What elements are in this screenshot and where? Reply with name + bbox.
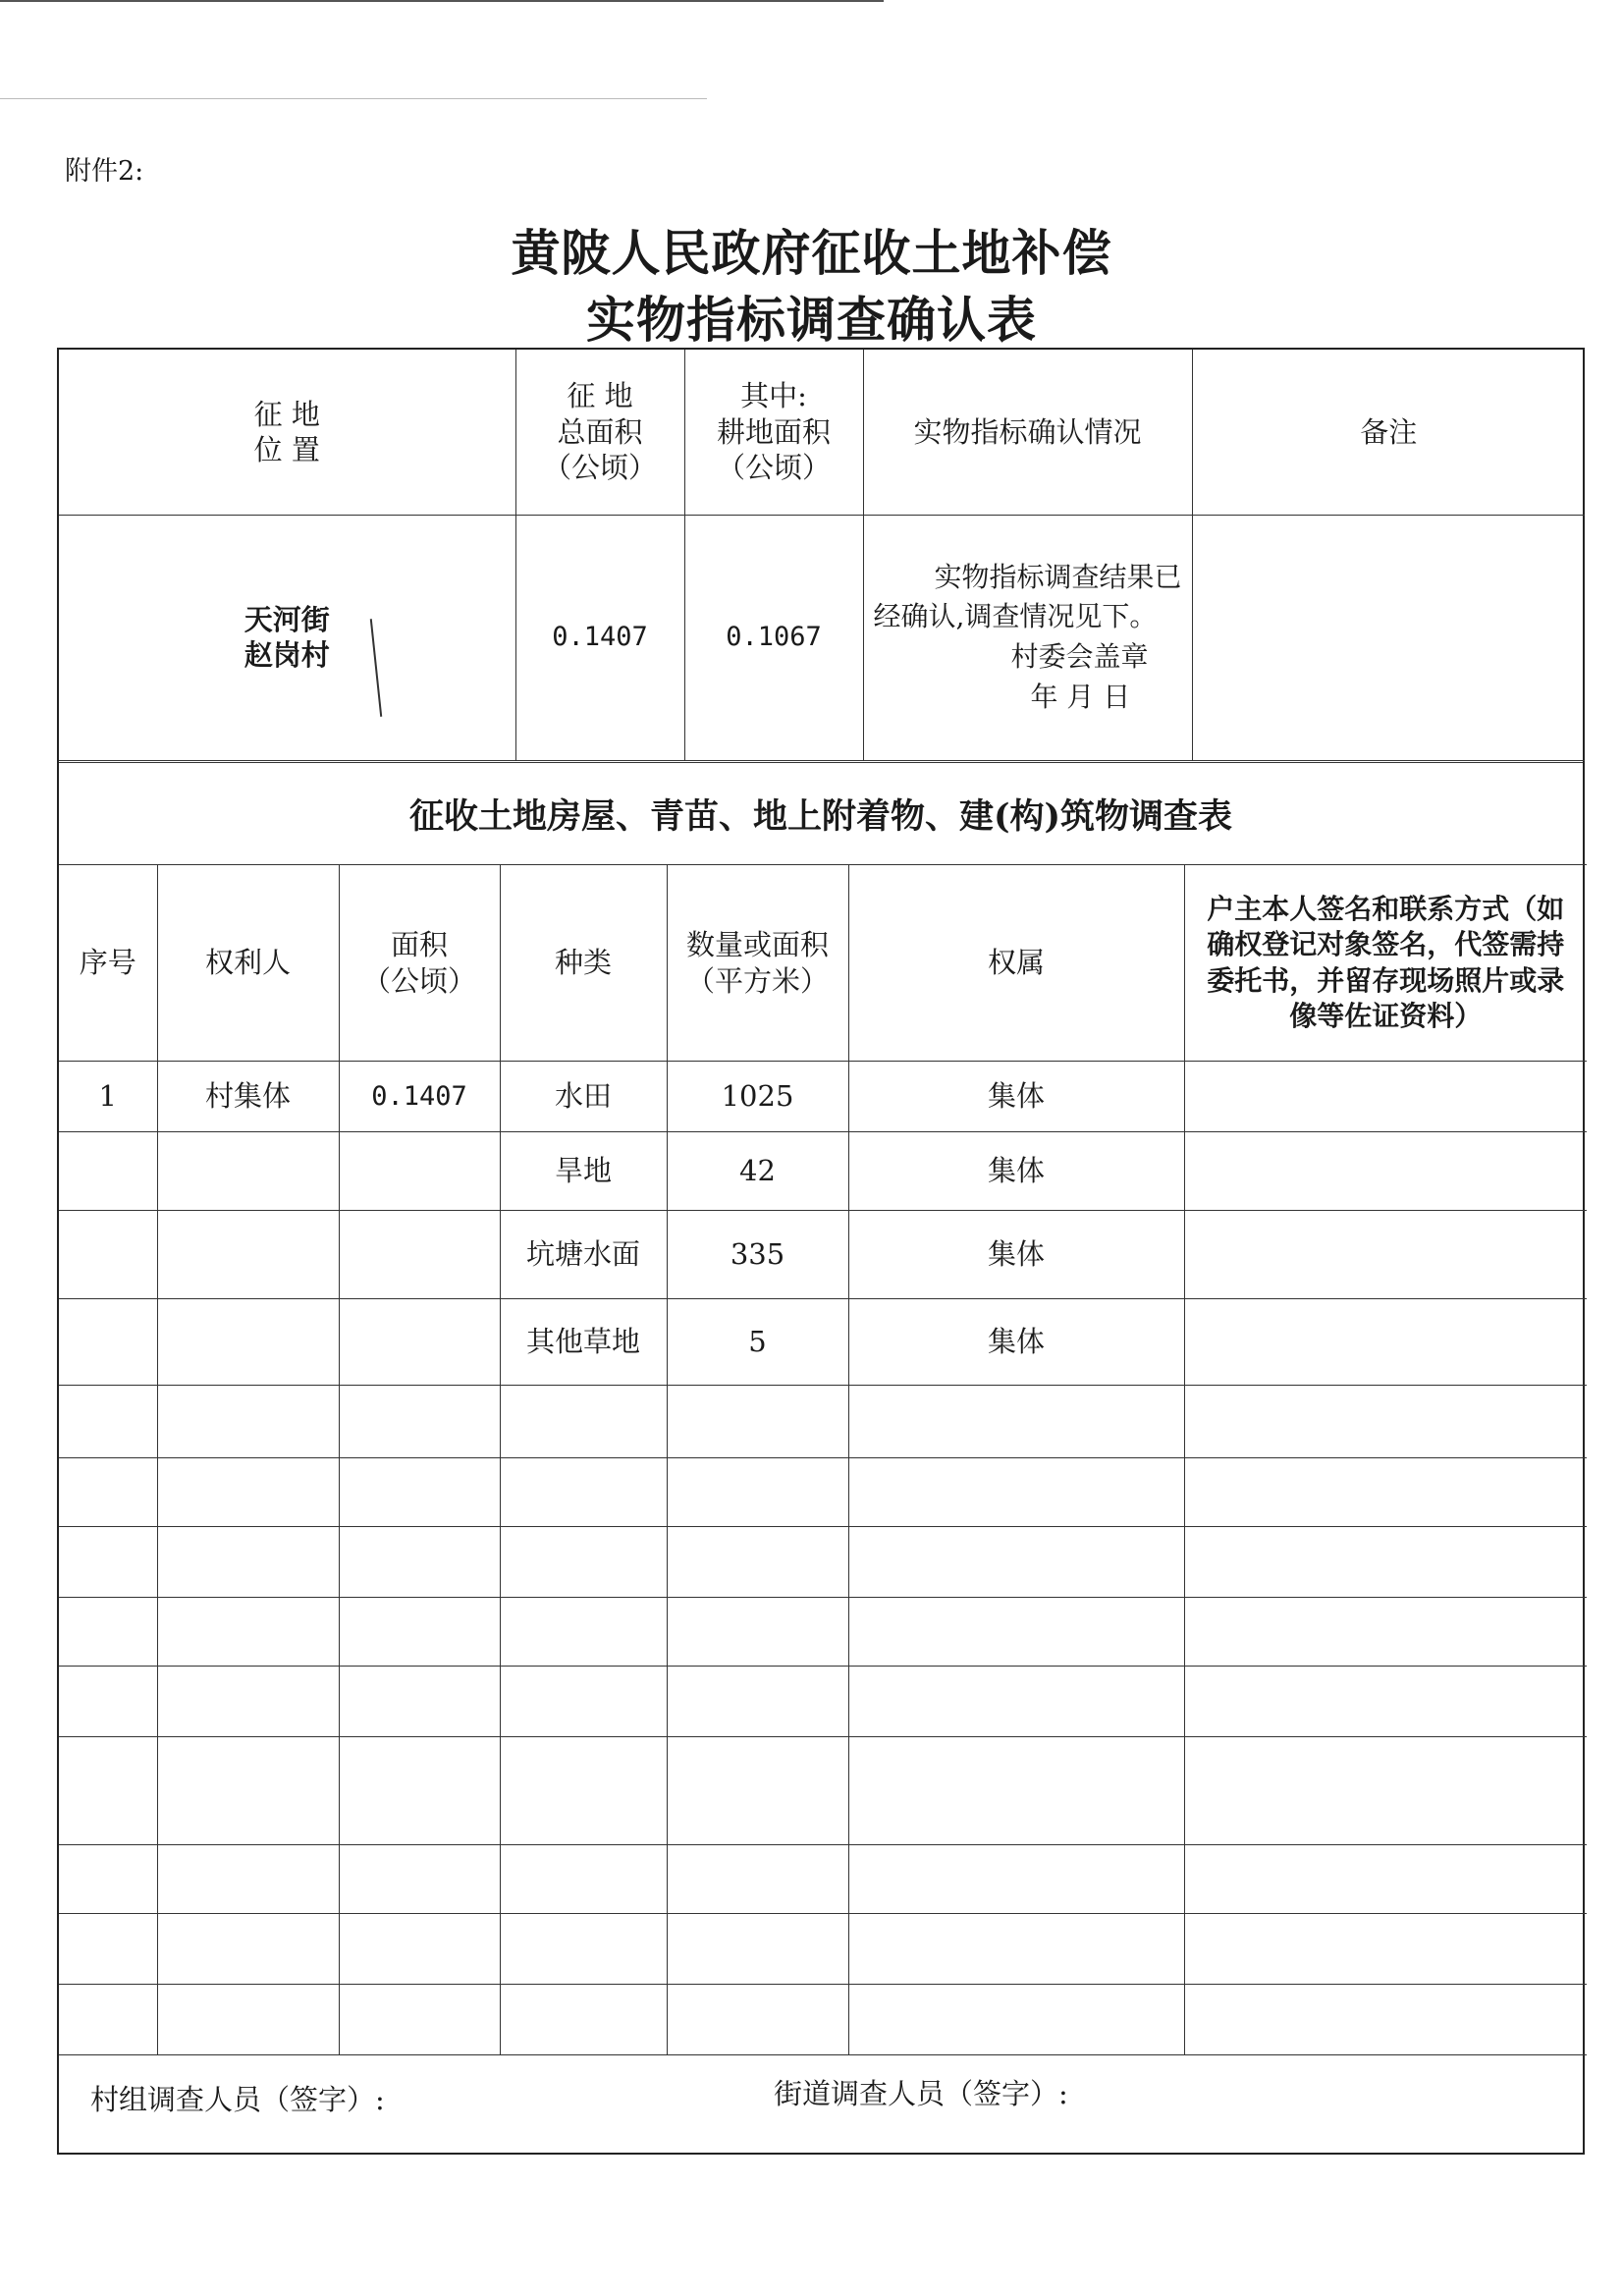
scan-edge-line [0,98,707,99]
header-ownership: 权属 [848,865,1184,1062]
summary-data-row [59,515,1585,760]
summary-header-row [59,350,1585,515]
table-row [59,1299,1587,1386]
row-no: 1 [59,1062,157,1132]
header-total-area: 征 地 总面积 （公顷） [515,350,684,515]
scan-edge-line [0,0,884,2]
header-owner: 权利人 [157,865,339,1062]
land-summary-table [59,350,1585,761]
header-farmland-area: 其中: 耕地面积 （公顷） [684,350,863,515]
table-row [59,1211,1587,1299]
row-no [59,1211,157,1299]
table-row [59,1062,1587,1132]
empty-row [59,1845,1587,1914]
row-no [59,1299,157,1386]
row-signature [1184,1211,1587,1299]
row-quantity: 5 [667,1299,848,1386]
empty-row [59,1527,1587,1598]
total-area-value: 0.1407 [515,515,684,760]
row-ownership: 集体 [848,1132,1184,1211]
empty-row [59,1458,1587,1527]
row-area [339,1299,500,1386]
row-owner [157,1211,339,1299]
row-ownership: 集体 [848,1211,1184,1299]
row-area: 0.1407 [339,1062,500,1132]
row-no [59,1132,157,1211]
row-quantity: 335 [667,1211,848,1299]
header-location: 征 地 位 置 [59,350,515,515]
survey-form [57,348,1585,2155]
row-type: 其他草地 [500,1299,667,1386]
row-signature [1184,1132,1587,1211]
location-value: 天河街 赵岗村 [59,515,515,760]
village-surveyor-signature: 村组调查人员（签字）: [90,2083,385,2116]
header-area: 面积 （公顷） [339,865,500,1062]
header-quantity: 数量或面积 （平方米） [667,865,848,1062]
row-owner [157,1132,339,1211]
date-label: 年 月 日 [1030,680,1131,713]
header-remarks: 备注 [1192,350,1585,515]
row-owner: 村集体 [157,1062,339,1132]
row-ownership: 集体 [848,1299,1184,1386]
section-title: 征收土地房屋、青苗、地上附着物、建(构)筑物调查表 [59,762,1583,865]
table-row [59,1132,1587,1211]
row-type: 水田 [500,1062,667,1132]
empty-row [59,1598,1587,1667]
empty-row [59,1985,1587,2055]
document-title: 黄陂人民政府征收土地补偿 [511,224,1112,282]
row-quantity: 42 [667,1132,848,1211]
empty-row [59,1386,1587,1458]
empty-row [59,1914,1587,1985]
attachments-survey-table [59,864,1587,2055]
row-area [339,1211,500,1299]
header-no: 序号 [59,865,157,1062]
row-area [339,1132,500,1211]
row-ownership: 集体 [848,1062,1184,1132]
document-subtitle: 实物指标调查确认表 [586,291,1037,349]
header-type: 种类 [500,865,667,1062]
row-signature [1184,1299,1587,1386]
farmland-area-value: 0.1067 [684,515,863,760]
street-surveyor-signature: 街道调查人员（签字）: [774,2077,1068,2110]
header-signature: 户主本人签名和联系方式（如确权登记对象签名，代签需持委托书，并留存现场照片或录像等佐证资料） [1184,865,1587,1062]
row-type: 坑塘水面 [500,1211,667,1299]
seal-label: 村委会盖章 [1010,640,1149,673]
row-type: 旱地 [500,1132,667,1211]
attachment-label: 附件2: [65,156,144,187]
header-confirmation: 实物指标确认情况 [863,350,1192,515]
empty-row [59,1737,1587,1845]
row-quantity: 1025 [667,1062,848,1132]
survey-header-row [59,865,1587,1062]
empty-row [59,1667,1587,1737]
remarks-value [1192,515,1585,760]
row-owner [157,1299,339,1386]
confirmation-text: 实物指标调查结果已经确认,调查情况见下。 村委会盖章 年 月 日 [863,515,1192,760]
row-signature [1184,1062,1587,1132]
